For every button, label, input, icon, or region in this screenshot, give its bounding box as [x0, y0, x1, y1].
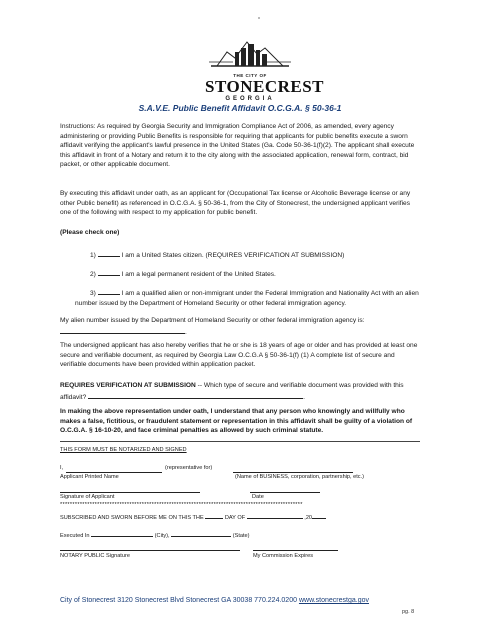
year-label: ,20	[304, 515, 313, 521]
document-type-field[interactable]	[88, 391, 303, 399]
notary-signature-label: NOTARY PUBLIC Signature	[60, 553, 130, 559]
footer-website-link[interactable]: www.stonecrestga.gov	[298, 597, 369, 604]
month-field[interactable]	[247, 513, 303, 519]
option-label: I am a qualified alien or non-immigrant under the Federal Immigration and Nationality Act with an alien number issued by the Department of Homeland Security or other federal immigration agency.	[75, 290, 419, 307]
check-blank[interactable]	[98, 249, 120, 257]
skyline-icon	[205, 38, 295, 68]
business-name-label: (Name of BUSINESS, corporation, partnership, etc.)	[235, 474, 365, 480]
signature-field[interactable]	[60, 492, 200, 493]
alien-number-line: My alien number issued by the Department of Homeland Security or other federal immigration agency is: .	[60, 317, 365, 336]
year-field[interactable]	[312, 513, 326, 519]
penalty-paragraph: In making the above representation under oath, I understand that any person who knowingly and willfully who makes a false, fictitious, or fraudulent statement or representation in this affidavit shall be guilty of a violation of O.C.G.A. § 16-10-20, and face criminal penalties as allowed by such criminal statute.	[60, 408, 413, 435]
commission-expires-label: My Commission Expires	[253, 553, 313, 559]
page-number: pg. 8	[402, 609, 415, 615]
date-field[interactable]	[250, 492, 320, 493]
please-check-one: (Please check one)	[60, 229, 120, 236]
subscribed-label: SUBSCRIBED AND SWORN BEFORE ME ON THIS THE	[60, 515, 204, 521]
logo-the-city-of: THE CITY OF	[233, 73, 267, 78]
logo-city-name: STONECREST	[205, 77, 325, 96]
commission-expires-field[interactable]	[253, 550, 338, 551]
option-permanent-resident[interactable]	[90, 268, 410, 280]
check-blank[interactable]	[98, 287, 120, 295]
footer-address: City of Stonecrest 3120 Stonecrest Blvd Stonecrest GA 30038 770.224.0200	[60, 597, 297, 604]
executed-in-label: Executed In	[60, 533, 90, 539]
alien-number-field[interactable]	[60, 326, 185, 334]
business-name-field[interactable]	[233, 472, 353, 473]
age-verification-paragraph: The undersigned applicant has also hereby verifies that he or she is 18 years of age or older and has provided at least one secure and verifiable document, as required by Georgia Law O.C.G.A § 50-36-1(f) (1) A complete list of secure and verifiable documents have been provided within application packet.	[60, 342, 418, 369]
option-qualified-alien[interactable]	[75, 287, 420, 308]
state-field[interactable]	[171, 531, 231, 537]
state-label: (State)	[232, 533, 250, 539]
scan-speck	[258, 17, 260, 19]
day-field[interactable]	[205, 513, 223, 519]
date-label: Date	[252, 494, 264, 500]
page-title: S.A.V.E. Public Benefit Affidavit O.C.G.A. § 50-36-1	[138, 103, 342, 113]
executing-paragraph: By executing this affidavit under oath, as an applicant for (Occupational Tax license or Alcoholic Beverage license or any other Public benefit) as referenced in O.C.G.A. § 50-36-1, from the City of Stonecrest, the undersigned applicant verifies one of the following with respect to my application for public benefit.	[60, 190, 411, 217]
option-number: 3)	[90, 290, 96, 297]
day-of-label: DAY OF	[224, 515, 246, 521]
star-separator: **************************************************************************************************	[60, 502, 303, 508]
option-label: I am a legal permanent resident of the United States.	[121, 271, 276, 278]
option-number: 1)	[90, 252, 96, 259]
city-logo	[205, 38, 325, 106]
subscribed-line	[60, 513, 420, 522]
executed-in-line	[60, 531, 420, 540]
instructions-paragraph: Instructions: As required by Georgia Security and Immigration Compliance Act of 2006, as amended, every agency administering or providing Public Benefits is responsible for requiring that applicants for public benefits execute a sworn affidavit verifying the applicant's lawful presence in the United States (Ga. Code 50-36-1(f)(2). The applicant shall execute this affidavit in front of a Notary and return it to the city along with the associated application, renewal form, contract, bid packet, or other applicable document.	[60, 123, 415, 169]
alien-number-label: My alien number issued by the Department of Homeland Security or other federal immigration agency is:	[60, 317, 365, 324]
logo-state: GEORGIA	[225, 96, 275, 102]
signature-label: Signature of Applicant	[60, 494, 115, 500]
i-prefix: I,	[60, 465, 64, 471]
notary-signature-field[interactable]	[60, 550, 240, 551]
footer	[60, 597, 420, 604]
city-field[interactable]	[91, 531, 153, 537]
option-number: 2)	[90, 271, 96, 278]
printed-name-field[interactable]	[66, 472, 162, 473]
divider	[60, 441, 420, 442]
requires-verification-label: REQUIRES VERIFICATION AT SUBMISSION	[60, 382, 196, 389]
document-type-text: -- Which type of secure and verifiable document was provided with this affidavit?	[60, 382, 404, 401]
option-label: I am a United States citizen. (REQUIRES VERIFICATION AT SUBMISSION)	[121, 252, 345, 259]
document-type-question: REQUIRES VERIFICATION AT SUBMISSION -- Which type of secure and verifiable document was provided with this affidavit? .	[60, 382, 404, 401]
printed-name-label: Applicant Printed Name	[60, 474, 119, 480]
representative-for-label: (representative for)	[165, 465, 213, 471]
notarized-notice: THIS FORM MUST BE NOTARIZED AND SIGNED	[60, 447, 187, 453]
city-label: (City),	[154, 533, 170, 539]
option-citizen[interactable]	[90, 249, 410, 261]
check-blank[interactable]	[98, 268, 120, 276]
